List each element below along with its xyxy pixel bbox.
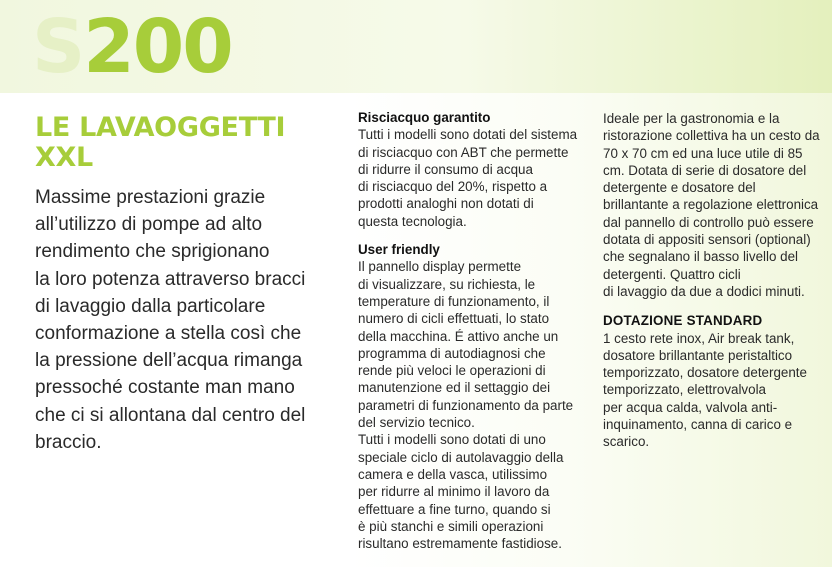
rinse-paragraph xyxy=(358,126,590,230)
intro-line: all’utilizzo di pompe ad alto xyxy=(35,214,263,236)
ideal-line: detergenti. Quattro cicli xyxy=(603,266,741,282)
intro-line: braccio. xyxy=(35,431,102,453)
user-friendly-line: è più stanchi e simili operazioni xyxy=(358,518,544,534)
intro-line: pressoché costante man mano xyxy=(35,377,295,399)
user-friendly-line: Tutti i modelli sono dotati di uno xyxy=(358,432,546,448)
user-friendly-line: Il pannello display permette xyxy=(358,259,522,275)
standard-equipment-heading: DOTAZIONE STANDARD xyxy=(603,313,763,329)
intro-line: Massime prestazioni grazie xyxy=(35,187,266,208)
user-friendly-line: rende più veloci le operazioni di xyxy=(358,363,546,379)
model-title xyxy=(32,2,232,92)
standard-equipment-line: temporizzato, dosatore detergente xyxy=(603,365,807,381)
section-title-line: LE LAVAOGGETTI xyxy=(35,112,286,143)
ideal-line: dotata di appositi sensori (optional) xyxy=(603,232,811,248)
intro-paragraph xyxy=(35,184,345,456)
ideal-line: 70 x 70 cm ed una luce utile di 85 xyxy=(603,145,803,161)
user-friendly-heading: User friendly xyxy=(358,242,440,258)
model-number: 200 xyxy=(83,4,232,90)
right-column xyxy=(603,110,828,451)
user-friendly-paragraph xyxy=(358,258,590,552)
ideal-line: di lavaggio da due a dodici minuti. xyxy=(603,283,805,299)
ideal-line: che segnalano il basso livello del xyxy=(603,249,799,265)
standard-equipment-paragraph xyxy=(603,330,828,451)
standard-equipment-line: per acqua calda, valvola anti- xyxy=(603,399,778,415)
ideal-line: dal pannello di controllo può essere xyxy=(603,214,814,230)
rinse-line: questa tecnologia. xyxy=(358,213,467,229)
user-friendly-line: speciale ciclo di autolavaggio della xyxy=(358,449,564,465)
user-friendly-line: per ridurre al minimo il lavoro da xyxy=(358,484,550,500)
user-friendly-line: programma di autodiagnosi che xyxy=(358,345,546,361)
user-friendly-line: risultano estremamente fastidiose. xyxy=(358,536,562,552)
section-title xyxy=(35,113,285,173)
intro-line: la pressione dell’acqua rimanga xyxy=(35,350,303,372)
ideal-line: brillantante a regolazione elettronica xyxy=(603,197,819,213)
ideal-line: detergente e dosatore del xyxy=(603,180,756,196)
section-title-line: XXL xyxy=(35,142,93,173)
user-friendly-line: manutenzione ed il settaggio dei xyxy=(358,380,551,396)
intro-line: la loro potenza attraverso bracci xyxy=(35,268,306,290)
standard-equipment-line: 1 cesto rete inox, Air break tank, xyxy=(603,330,795,346)
user-friendly-line: parametri di funzionamento da parte xyxy=(358,397,574,413)
rinse-line: Tutti i modelli sono dotati del sistema xyxy=(358,127,578,143)
rinse-heading: Risciacquo garantito xyxy=(358,110,491,125)
intro-line: conformazione a stella così che xyxy=(35,323,302,345)
ideal-line: Ideale per la gastronomia e la xyxy=(603,111,780,126)
user-friendly-line: del servizio tecnico. xyxy=(358,415,475,431)
user-friendly-line: camera e della vasca, utilissimo xyxy=(358,466,548,482)
spacer xyxy=(358,230,590,241)
rinse-line: di ridurre il consumo di acqua xyxy=(358,161,533,177)
user-friendly-line: temperature di funzionamento, il xyxy=(358,293,550,309)
middle-column xyxy=(358,109,590,552)
ideal-paragraph xyxy=(603,110,828,300)
intro-line: che ci si allontana dal centro del xyxy=(35,404,306,426)
standard-equipment-line: dosatore brillantante peristaltico xyxy=(603,347,793,363)
ideal-line: ristorazione collettiva ha un cesto da xyxy=(603,128,820,144)
standard-equipment-line: inquinamento, canna di carico e xyxy=(603,417,793,433)
user-friendly-line: numero di cicli effettuati, lo stato xyxy=(358,311,550,327)
user-friendly-line: effettuare a fine turno, quando si xyxy=(358,501,551,517)
rinse-line: di risciacquo con ABT che permette xyxy=(358,144,569,160)
ideal-line: cm. Dotata di serie di dosatore del xyxy=(603,162,807,178)
rinse-line: prodotti analoghi non dotati di xyxy=(358,196,534,212)
intro-line: di lavaggio dalla particolare xyxy=(35,295,266,317)
user-friendly-line: della macchina. É attivo anche un xyxy=(358,328,559,344)
spacer xyxy=(603,300,828,312)
intro-line: rendimento che sprigionano xyxy=(35,241,270,263)
standard-equipment-line: scarico. xyxy=(603,434,650,450)
user-friendly-line: di visualizzare, su richiesta, le xyxy=(358,276,536,292)
rinse-line: di risciacquo del 20%, rispetto a xyxy=(358,179,548,195)
model-prefix: S xyxy=(32,4,84,90)
standard-equipment-line: temporizzato, elettrovalvola xyxy=(603,382,766,398)
